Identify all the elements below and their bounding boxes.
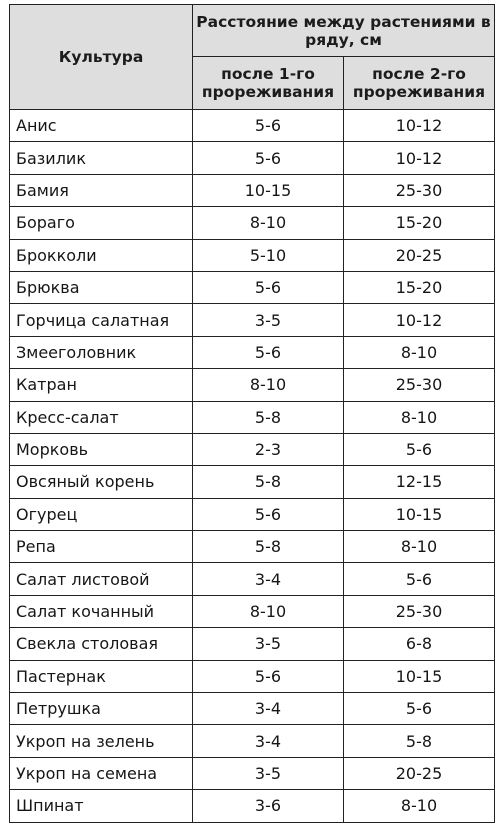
- table-row: [10, 239, 495, 271]
- table-row: [10, 660, 495, 692]
- spacing-after-first-cell: 5-8: [193, 466, 344, 498]
- crop-name-cell: Бамия: [10, 174, 193, 206]
- crop-name-cell: Морковь: [10, 433, 193, 465]
- spacing-after-first-cell: 10-15: [193, 174, 344, 206]
- spacing-after-second-cell: 8-10: [344, 790, 495, 822]
- table-row: [10, 401, 495, 433]
- table-row: [10, 725, 495, 757]
- spacing-after-second-cell: 5-6: [344, 693, 495, 725]
- spacing-after-first-cell: 5-6: [193, 271, 344, 303]
- table-row: [10, 369, 495, 401]
- spacing-after-first-cell: 3-6: [193, 790, 344, 822]
- spacing-after-second-cell: 5-6: [344, 433, 495, 465]
- spacing-after-second-cell: 25-30: [344, 595, 495, 627]
- spacing-after-first-cell: 3-4: [193, 693, 344, 725]
- table-row: [10, 433, 495, 465]
- spacing-after-first-cell: 3-5: [193, 757, 344, 789]
- table-row: [10, 304, 495, 336]
- crop-name-cell: Укроп на зелень: [10, 725, 193, 757]
- crop-name-cell: Салат кочанный: [10, 595, 193, 627]
- table-row: [10, 693, 495, 725]
- spacing-after-first-cell: 3-4: [193, 725, 344, 757]
- spacing-after-first-cell: 3-5: [193, 628, 344, 660]
- crop-name-cell: Брокколи: [10, 239, 193, 271]
- table-row: [10, 142, 495, 174]
- crop-name-cell: Огурец: [10, 498, 193, 530]
- crop-name-cell: Репа: [10, 531, 193, 563]
- spacing-after-first-cell: 5-6: [193, 110, 344, 142]
- table-row: [10, 595, 495, 627]
- spacing-after-second-cell: 15-20: [344, 207, 495, 239]
- crop-name-cell: Петрушка: [10, 693, 193, 725]
- crop-name-cell: Змееголовник: [10, 336, 193, 368]
- spacing-after-second-cell: 25-30: [344, 369, 495, 401]
- crop-name-cell: Катран: [10, 369, 193, 401]
- crop-name-cell: Укроп на семена: [10, 757, 193, 789]
- table-row: [10, 336, 495, 368]
- table-row: [10, 563, 495, 595]
- spacing-after-first-cell: 3-5: [193, 304, 344, 336]
- table-row: [10, 466, 495, 498]
- spacing-after-second-cell: 10-15: [344, 498, 495, 530]
- spacing-after-second-cell: 10-15: [344, 660, 495, 692]
- spacing-after-first-cell: 5-10: [193, 239, 344, 271]
- spacing-after-first-cell: 5-8: [193, 531, 344, 563]
- header-after-second-thinning: после 2-го прореживания: [344, 57, 495, 110]
- plant-spacing-table: [9, 4, 495, 823]
- crop-name-cell: Бораго: [10, 207, 193, 239]
- spacing-after-second-cell: 10-12: [344, 110, 495, 142]
- spacing-after-second-cell: 20-25: [344, 239, 495, 271]
- crop-name-cell: Пастернак: [10, 660, 193, 692]
- table-row: [10, 110, 495, 142]
- spacing-after-second-cell: 8-10: [344, 531, 495, 563]
- table-header: [10, 5, 495, 110]
- spacing-after-first-cell: 5-6: [193, 660, 344, 692]
- spacing-after-first-cell: 2-3: [193, 433, 344, 465]
- spacing-after-first-cell: 3-4: [193, 563, 344, 595]
- spacing-after-first-cell: 5-8: [193, 401, 344, 433]
- table-row: [10, 207, 495, 239]
- table-row: [10, 174, 495, 206]
- spacing-after-second-cell: 5-6: [344, 563, 495, 595]
- crop-name-cell: Овсяный корень: [10, 466, 193, 498]
- table-row: [10, 757, 495, 789]
- crop-name-cell: Анис: [10, 110, 193, 142]
- spacing-after-first-cell: 8-10: [193, 207, 344, 239]
- crop-name-cell: Базилик: [10, 142, 193, 174]
- crop-name-cell: Салат листовой: [10, 563, 193, 595]
- spacing-after-second-cell: 6-8: [344, 628, 495, 660]
- header-after-first-thinning: после 1-го прореживания: [193, 57, 344, 110]
- spacing-after-second-cell: 5-8: [344, 725, 495, 757]
- spacing-after-second-cell: 25-30: [344, 174, 495, 206]
- table-row: [10, 628, 495, 660]
- table-row: [10, 790, 495, 822]
- crop-name-cell: Кресс-салат: [10, 401, 193, 433]
- crop-name-cell: Горчица салатная: [10, 304, 193, 336]
- spacing-after-second-cell: 15-20: [344, 271, 495, 303]
- spacing-after-second-cell: 20-25: [344, 757, 495, 789]
- spacing-table-container: [9, 4, 494, 823]
- crop-name-cell: Шпинат: [10, 790, 193, 822]
- spacing-after-second-cell: 10-12: [344, 304, 495, 336]
- spacing-after-first-cell: 8-10: [193, 595, 344, 627]
- spacing-after-first-cell: 8-10: [193, 369, 344, 401]
- spacing-after-first-cell: 5-6: [193, 498, 344, 530]
- spacing-after-second-cell: 12-15: [344, 466, 495, 498]
- header-crop: Культура: [10, 5, 193, 110]
- spacing-after-first-cell: 5-6: [193, 142, 344, 174]
- spacing-after-second-cell: 8-10: [344, 336, 495, 368]
- table-body: [10, 110, 495, 823]
- spacing-after-second-cell: 10-12: [344, 142, 495, 174]
- table-row: [10, 531, 495, 563]
- crop-name-cell: Свекла столовая: [10, 628, 193, 660]
- crop-name-cell: Брюква: [10, 271, 193, 303]
- header-spacing-group: Расстояние между растениями в ряду, см: [193, 5, 495, 57]
- table-row: [10, 271, 495, 303]
- spacing-after-second-cell: 8-10: [344, 401, 495, 433]
- spacing-after-first-cell: 5-6: [193, 336, 344, 368]
- table-row: [10, 498, 495, 530]
